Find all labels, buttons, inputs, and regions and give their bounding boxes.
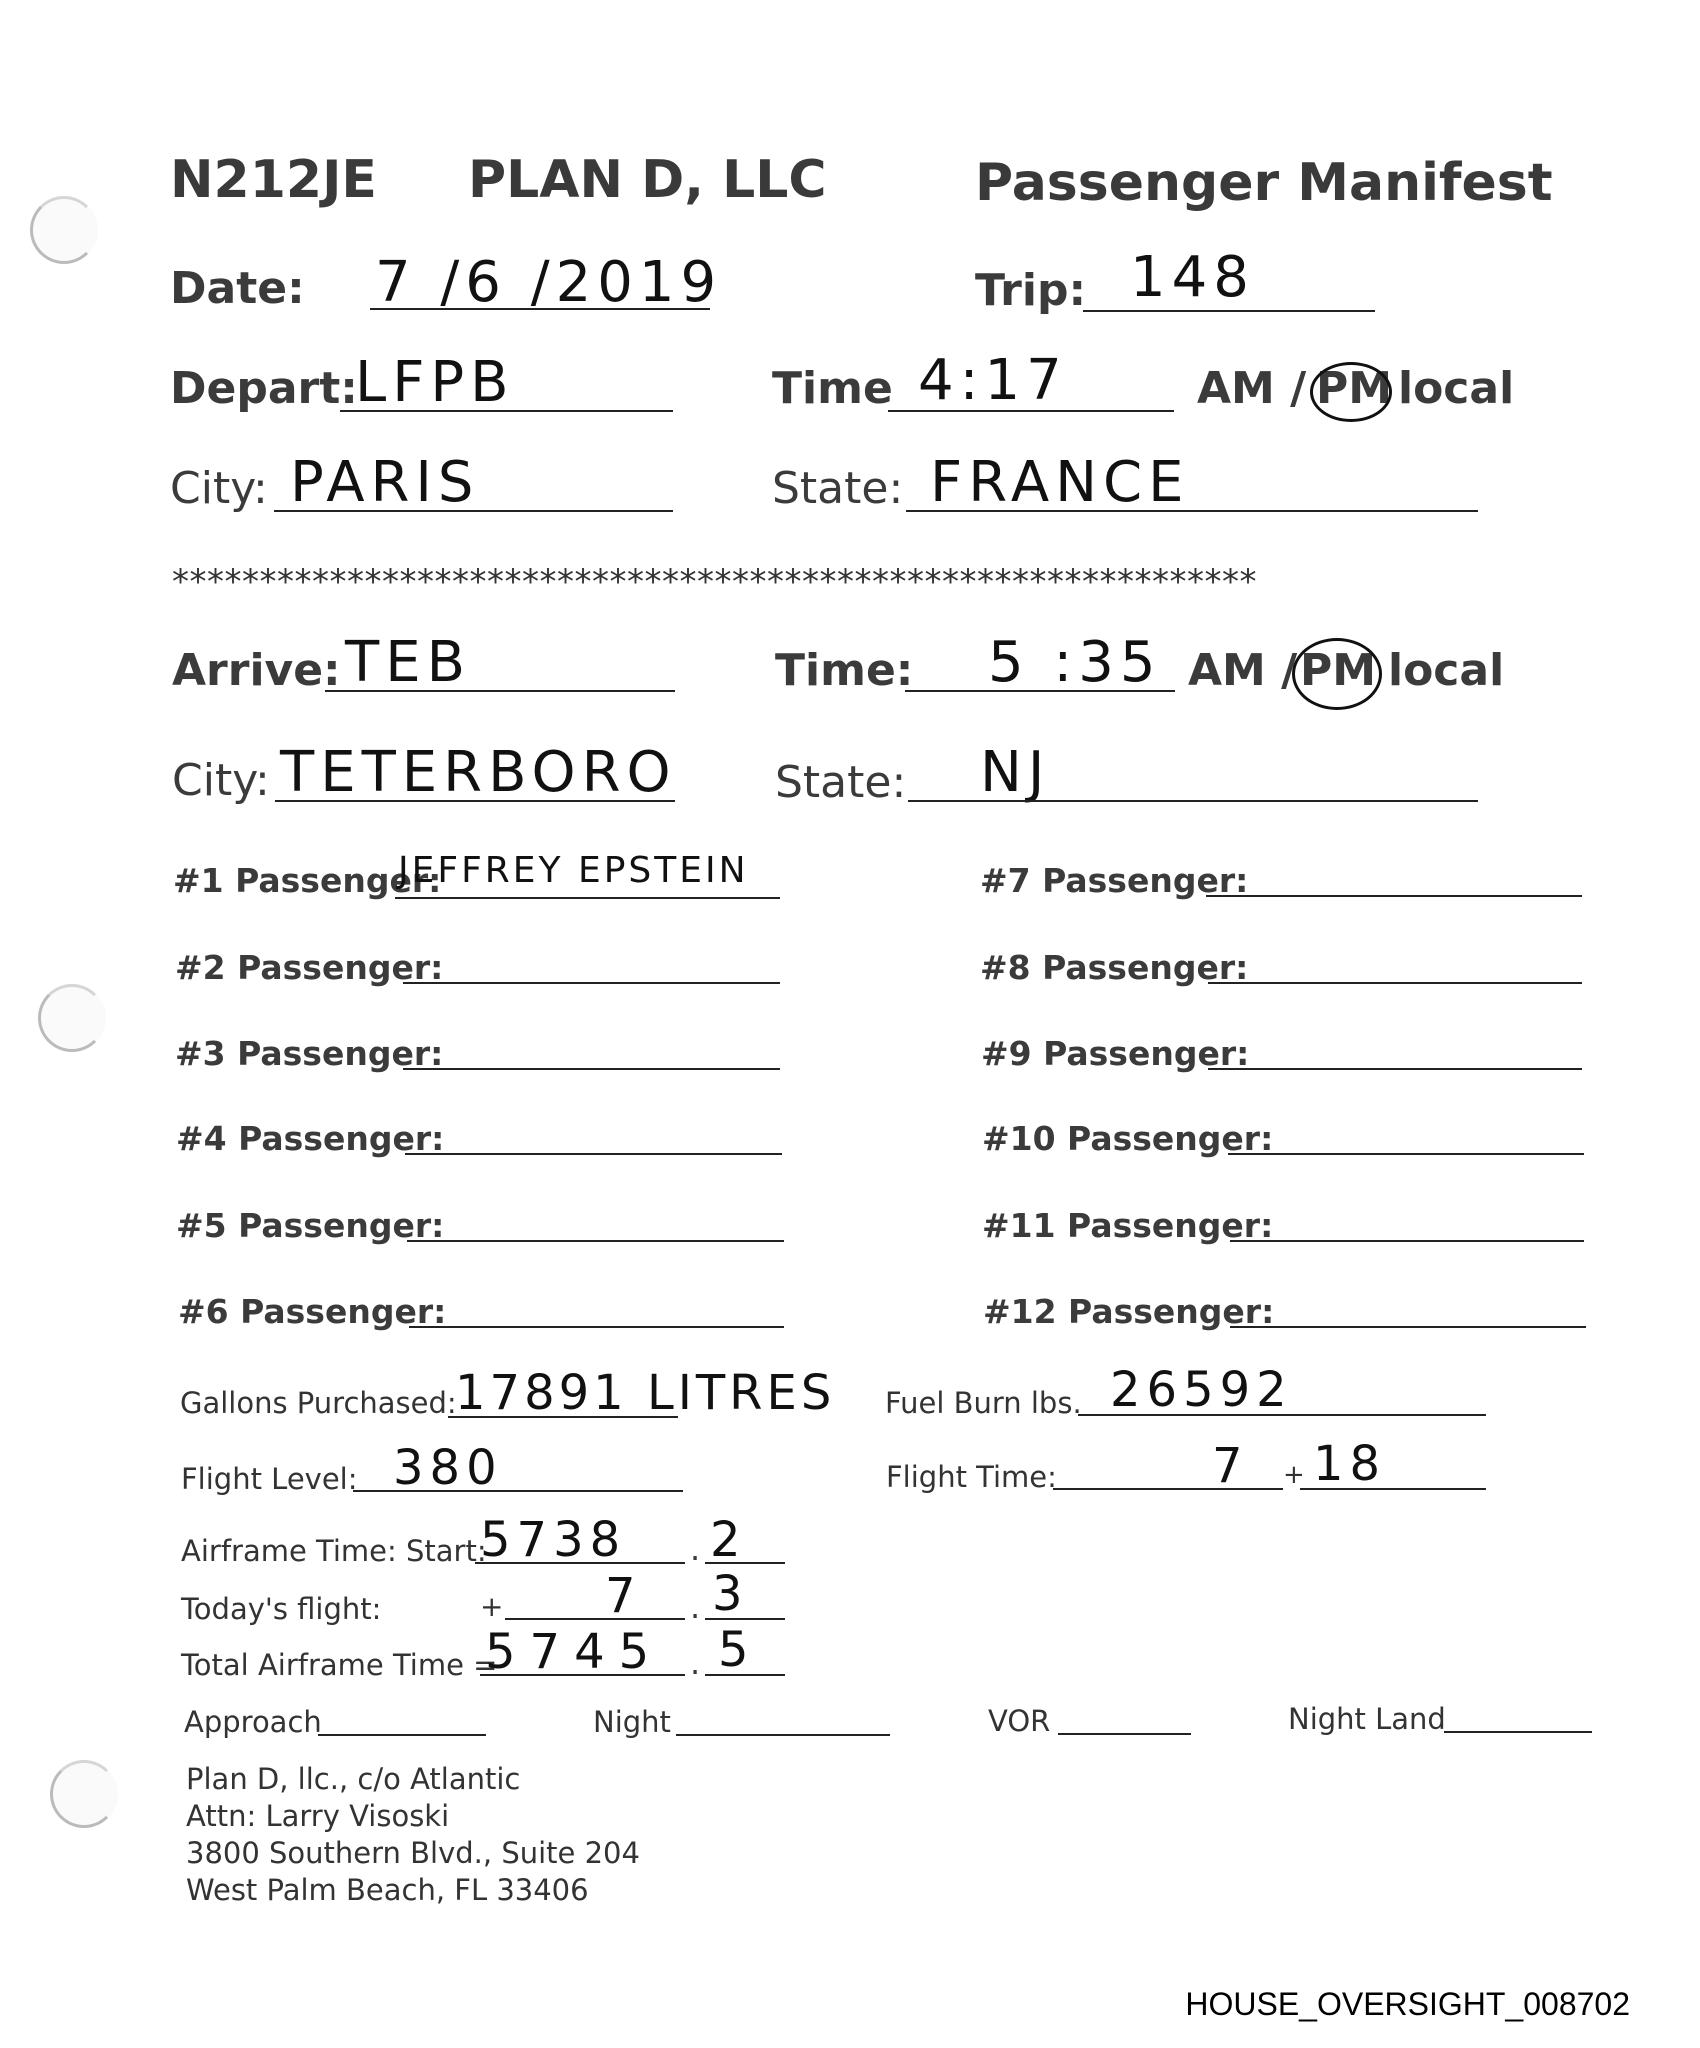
- punch-hole-middle: [38, 984, 106, 1052]
- gallons-line: [448, 1416, 678, 1418]
- tail-number: N212JE: [170, 150, 377, 210]
- today-flight-label: Today's flight:: [181, 1592, 382, 1626]
- fuel-burn-label: Fuel Burn lbs.: [885, 1386, 1082, 1420]
- night-line[interactable]: [676, 1734, 890, 1736]
- flight-level-line: [353, 1490, 683, 1492]
- night-land-label: Night Land: [1288, 1702, 1446, 1736]
- arrive-am-label: AM /: [1188, 645, 1298, 696]
- depart-label: Depart:: [170, 363, 358, 414]
- date-label: Date:: [170, 263, 305, 314]
- airframe-start-dec[interactable]: 2: [710, 1512, 747, 1568]
- total-airframe-whole[interactable]: 5745: [485, 1624, 664, 1680]
- airframe-start-whole-line: [475, 1562, 685, 1564]
- flight-level-label: Flight Level:: [181, 1462, 358, 1496]
- depart-state-label: State:: [772, 463, 904, 514]
- airframe-start-dec-line: [705, 1562, 785, 1564]
- punch-hole-top: [30, 196, 98, 264]
- trip-value[interactable]: 148: [1130, 245, 1255, 310]
- airframe-start-whole[interactable]: 5738: [480, 1512, 627, 1568]
- passenger-12-line[interactable]: [1230, 1326, 1586, 1328]
- today-flight-whole[interactable]: 7: [605, 1568, 642, 1624]
- depart-city-label: City:: [170, 463, 268, 514]
- depart-state-value[interactable]: FRANCE: [930, 450, 1190, 515]
- arrive-city-value[interactable]: TETERBORO: [280, 740, 677, 805]
- arrive-value[interactable]: TEB: [345, 630, 472, 695]
- passenger-3-label: #3 Passenger:: [175, 1034, 444, 1073]
- depart-pm-circle: [1310, 362, 1392, 422]
- fuel-burn-line: [1078, 1414, 1486, 1416]
- vor-label: VOR: [988, 1704, 1051, 1738]
- depart-city-line: [274, 510, 673, 512]
- total-airframe-dot: .: [690, 1644, 701, 1682]
- today-flight-dec-line: [705, 1618, 785, 1620]
- trip-label: Trip:: [975, 265, 1087, 316]
- depart-time-label: Time: [772, 363, 893, 414]
- approach-label: Approach: [184, 1705, 322, 1739]
- today-flight-plus: +: [480, 1590, 504, 1623]
- flight-time-hours[interactable]: 7: [1212, 1438, 1249, 1494]
- separator-stars: **************************************************************: [172, 562, 1257, 602]
- address-line-1: Plan D, llc., c/o Atlantic: [186, 1762, 521, 1796]
- night-land-line[interactable]: [1444, 1731, 1592, 1733]
- today-flight-dec[interactable]: 3: [712, 1566, 749, 1622]
- airframe-start-label: Airframe Time: Start:: [181, 1534, 487, 1568]
- passenger-11-label: #11 Passenger:: [982, 1206, 1274, 1245]
- arrive-line: [325, 690, 675, 692]
- depart-am-label: AM /: [1197, 363, 1307, 414]
- date-value[interactable]: 7 /6 /2019: [375, 250, 723, 315]
- passenger-8-label: #8 Passenger:: [980, 948, 1249, 987]
- depart-city-value[interactable]: PARIS: [290, 450, 480, 515]
- passenger-1-line: [395, 897, 780, 899]
- passenger-10-label: #10 Passenger:: [982, 1119, 1274, 1158]
- vor-line[interactable]: [1058, 1733, 1191, 1735]
- today-flight-dot: .: [690, 1588, 701, 1626]
- page-title: Passenger Manifest: [975, 153, 1553, 213]
- passenger-5-label: #5 Passenger:: [176, 1206, 445, 1245]
- passenger-9-line[interactable]: [1208, 1068, 1582, 1070]
- passenger-4-line[interactable]: [405, 1153, 782, 1155]
- total-airframe-dec-line: [705, 1674, 785, 1676]
- flight-time-minutes[interactable]: 18: [1313, 1436, 1387, 1492]
- date-line: [370, 308, 710, 310]
- depart-local-label: local: [1398, 363, 1515, 414]
- passenger-6-line[interactable]: [409, 1326, 784, 1328]
- company-name: PLAN D, LLC: [468, 150, 827, 210]
- punch-hole-bottom: [50, 1760, 118, 1828]
- total-airframe-dec[interactable]: 5: [718, 1622, 755, 1678]
- flight-time-hours-line: [1053, 1488, 1283, 1490]
- flight-time-minutes-line: [1300, 1488, 1486, 1490]
- address-line-2: Attn: Larry Visoski: [186, 1799, 450, 1833]
- trip-line: [1083, 310, 1375, 312]
- airframe-start-dot: .: [690, 1530, 701, 1568]
- arrive-time-value[interactable]: 5 :35: [988, 630, 1162, 695]
- arrive-state-line: [908, 800, 1478, 802]
- passenger-11-line[interactable]: [1230, 1240, 1584, 1242]
- passenger-8-line[interactable]: [1208, 982, 1582, 984]
- depart-pm-label: PM: [1316, 363, 1393, 414]
- fuel-burn-value[interactable]: 26592: [1110, 1362, 1293, 1418]
- passenger-2-line[interactable]: [403, 982, 780, 984]
- address-line-3: 3800 Southern Blvd., Suite 204: [186, 1836, 640, 1870]
- passenger-3-line[interactable]: [403, 1068, 780, 1070]
- night-label: Night: [593, 1705, 671, 1739]
- passenger-7-label: #7 Passenger:: [980, 861, 1249, 900]
- arrive-local-label: local: [1388, 645, 1505, 696]
- passenger-9-label: #9 Passenger:: [981, 1034, 1250, 1073]
- passenger-1-label: #1 Passenger:: [173, 861, 442, 900]
- approach-line[interactable]: [318, 1734, 486, 1736]
- depart-state-line: [906, 510, 1478, 512]
- total-airframe-label: Total Airframe Time =: [181, 1648, 498, 1682]
- today-flight-whole-line: [505, 1618, 685, 1620]
- passenger-12-label: #12 Passenger:: [983, 1292, 1275, 1331]
- depart-time-value[interactable]: 4:17: [918, 348, 1068, 413]
- gallons-label: Gallons Purchased:: [180, 1386, 457, 1420]
- passenger-10-line[interactable]: [1228, 1153, 1584, 1155]
- passenger-6-label: #6 Passenger:: [178, 1292, 447, 1331]
- gallons-value[interactable]: 17891 LITRES: [455, 1365, 836, 1421]
- arrive-state-value[interactable]: NJ: [980, 740, 1051, 805]
- passenger-4-label: #4 Passenger:: [176, 1119, 445, 1158]
- arrive-label: Arrive:: [172, 645, 341, 696]
- arrive-time-line: [905, 690, 1175, 692]
- flight-time-label: Flight Time:: [886, 1460, 1057, 1494]
- arrive-pm-label: PM: [1300, 645, 1377, 696]
- flight-level-value[interactable]: 380: [393, 1440, 503, 1496]
- arrive-pm-circle: [1292, 638, 1382, 710]
- passenger-1-value[interactable]: JEFFREY EPSTEIN: [398, 850, 749, 891]
- passenger-2-label: #2 Passenger:: [175, 948, 444, 987]
- bates-number: HOUSE_OVERSIGHT_008702: [1185, 1986, 1630, 2022]
- total-airframe-whole-line: [480, 1674, 685, 1676]
- passenger-5-line[interactable]: [407, 1240, 784, 1242]
- arrive-city-label: City:: [172, 755, 270, 806]
- arrive-time-label: Time:: [775, 645, 914, 696]
- address-line-4: West Palm Beach, FL 33406: [186, 1873, 589, 1907]
- flight-time-plus: +: [1283, 1460, 1305, 1490]
- depart-line: [340, 410, 673, 412]
- arrive-city-line: [275, 800, 675, 802]
- passenger-7-line[interactable]: [1206, 895, 1582, 897]
- depart-value[interactable]: LFPB: [355, 350, 515, 415]
- arrive-state-label: State:: [775, 757, 907, 808]
- depart-time-line: [888, 410, 1174, 412]
